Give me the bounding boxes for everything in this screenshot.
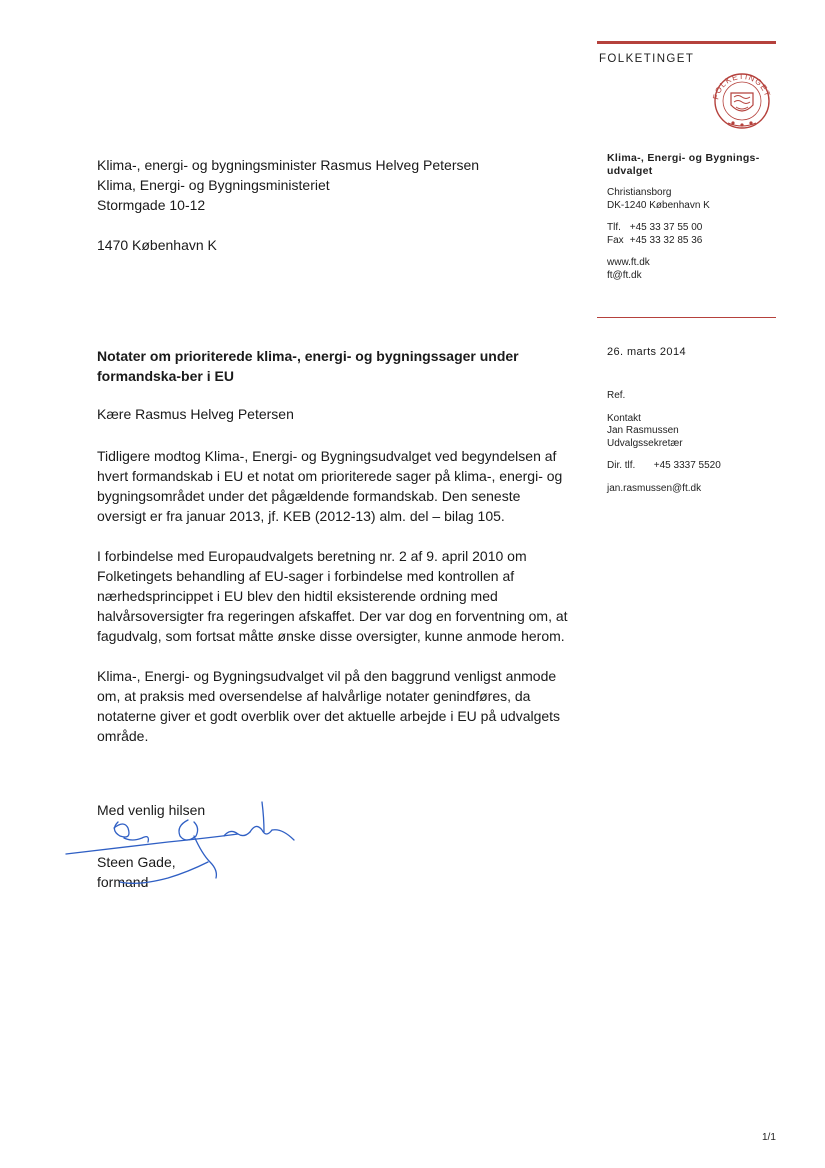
ref-label: Ref. bbox=[607, 390, 626, 401]
signer-title: formand bbox=[97, 874, 149, 890]
header-accent-rule bbox=[597, 41, 776, 44]
contact-label: Kontakt bbox=[607, 412, 641, 424]
recipient-address bbox=[97, 155, 479, 255]
fax-label: Fax bbox=[607, 234, 624, 246]
body-paragraph-3: Klima-, Energi- og Bygningsudvalget vil på den baggrund venligst anmode om, at praksis med oversendelse af halvårlige notater genindføres, da notaterne giver et godt overblik over det aktuelle arbejde i EU på udvalgets område. bbox=[97, 668, 561, 744]
sender-info bbox=[607, 152, 782, 282]
fax-value: +45 33 32 85 36 bbox=[629, 234, 703, 246]
letter-body bbox=[97, 404, 572, 766]
recipient-postal: 1470 København K bbox=[97, 237, 217, 253]
sender-fax-row bbox=[607, 235, 782, 248]
letter-meta bbox=[607, 390, 782, 495]
sender-address-1: Christiansborg bbox=[607, 187, 672, 198]
body-paragraph-2: I forbindelse med Europaudvalgets beretning nr. 2 af 9. april 2010 om Folketingets behandling af EU-sager i forbindelse med kontrollen af nærhedsprincippet i EU blev den hidtil eksisterende ordning med halvårsoversigter fra regeringen afskaffet. Der var dog en forventning om, at fagudvalg, som fortsat måtte ønske disse oversigter, kunne anmode herom. bbox=[97, 548, 568, 644]
letter-subject: Notater om prioriterede klima-, energi- og bygningssager under formandska-ber i EU bbox=[97, 348, 519, 384]
sender-phone-row bbox=[607, 222, 782, 235]
contact-email-link[interactable]: jan.rasmussen@ft.dk bbox=[607, 482, 702, 494]
sender-email-link[interactable]: ft@ft.dk bbox=[607, 269, 642, 281]
contact-name: Jan Rasmussen bbox=[607, 425, 679, 436]
recipient-line-1: Klima-, energi- og bygningsminister Rasmus Helveg Petersen bbox=[97, 157, 480, 173]
direct-phone-row bbox=[607, 460, 782, 473]
direct-phone-label: Dir. tlf. bbox=[607, 460, 636, 471]
org-name: FOLKETINGET bbox=[599, 53, 695, 65]
recipient-line-3: Stormgade 10-12 bbox=[97, 197, 206, 213]
sender-web-link[interactable]: www.ft.dk bbox=[607, 257, 650, 268]
letter-date: 26. marts 2014 bbox=[607, 346, 686, 358]
committee-name: Klima-, Energi- og Bygnings-udvalget bbox=[607, 152, 760, 177]
phone-label: Tlf. bbox=[607, 222, 621, 233]
signer-name: Steen Gade, bbox=[97, 854, 176, 870]
sender-address-2: DK-1240 København K bbox=[607, 199, 710, 211]
closing-greeting: Med venlig hilsen bbox=[97, 802, 206, 818]
phone-value: +45 33 37 55 00 bbox=[629, 222, 703, 233]
page-number: 1/1 bbox=[762, 1132, 776, 1143]
recipient-line-2: Klima, Energi- og Bygningsministeriet bbox=[97, 177, 330, 193]
handwritten-signature bbox=[58, 798, 298, 890]
body-paragraph-1: Tidligere modtog Klima-, Energi- og Bygningsudvalget ved begyndelsen af hvert formandskab i EU et notat om prioriterede sager på klima-, energi- og bygningsområdet under det pågældende formandskab. Den seneste oversigt er fra januar 2013, jf. KEB (2012-13) alm. del – bilag 105. bbox=[97, 448, 563, 524]
salutation: Kære Rasmus Helveg Petersen bbox=[97, 406, 294, 422]
contact-title: Udvalgssekretær bbox=[607, 437, 683, 449]
direct-phone-value: +45 3337 5520 bbox=[653, 460, 721, 471]
folketinget-seal-logo bbox=[706, 65, 778, 129]
svg-text:FOLKETINGET: FOLKETINGET bbox=[711, 71, 773, 101]
sender-divider-rule bbox=[597, 317, 776, 318]
